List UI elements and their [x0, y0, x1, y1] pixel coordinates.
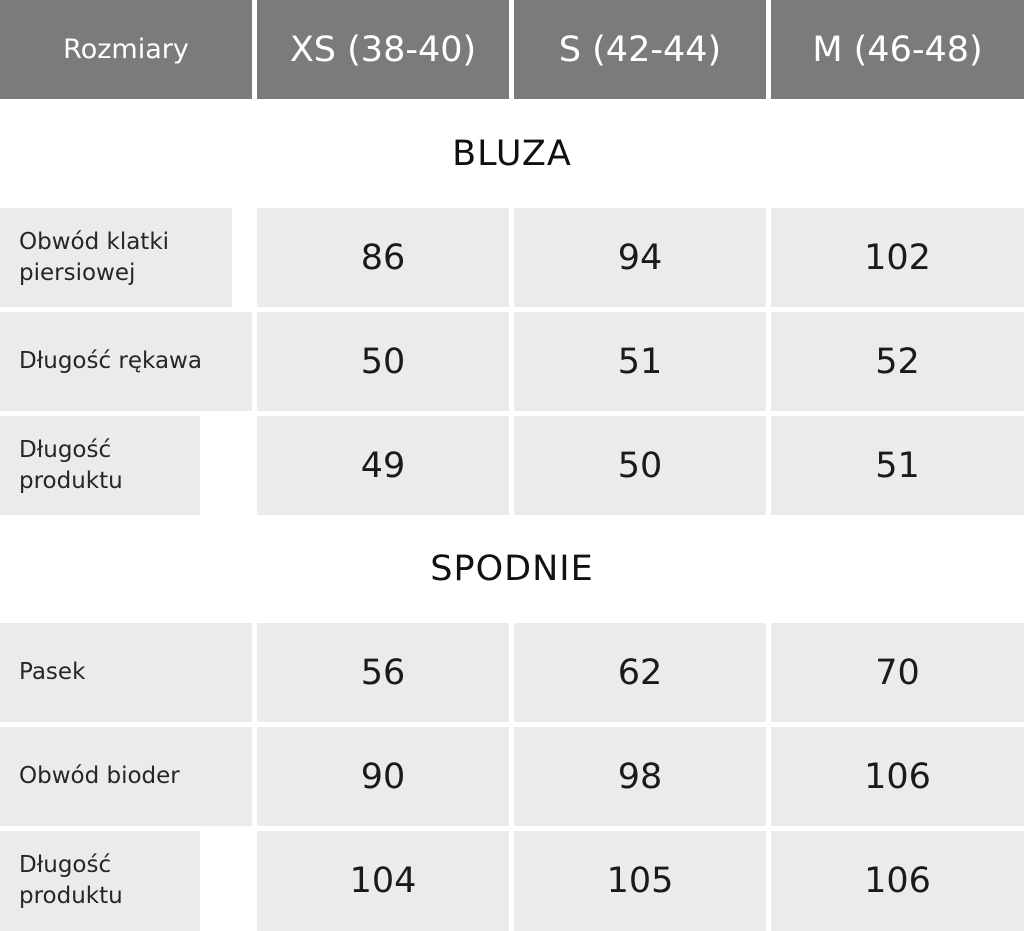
row-label: Obwód klatki piersiowej [0, 208, 232, 307]
header-size-s: S (42-44) [514, 0, 766, 99]
table-row [0, 727, 1024, 826]
table-row [0, 312, 1024, 411]
value-cell: 50 [257, 312, 509, 411]
value-cell: 49 [257, 416, 509, 515]
value-cell: 98 [514, 727, 766, 826]
section-title-bluza: BLUZA [452, 134, 572, 174]
header-label-cell: Rozmiary [0, 0, 252, 99]
value-cell: 86 [257, 208, 509, 307]
value-cell: 56 [257, 623, 509, 722]
value-cell: 52 [771, 312, 1024, 411]
value-cell: 90 [257, 727, 509, 826]
value-cell: 51 [514, 312, 766, 411]
row-label: Obwód bioder [0, 727, 252, 826]
row-label: Długość rękawa [0, 312, 252, 411]
section-title-spodnie: SPODNIE [430, 549, 594, 589]
table-row [0, 416, 1024, 515]
header-size-m: M (46-48) [771, 0, 1024, 99]
table-row [0, 208, 1024, 307]
value-cell: 102 [771, 208, 1024, 307]
value-cell: 105 [514, 831, 766, 931]
table-row [0, 831, 1024, 931]
value-cell: 51 [771, 416, 1024, 515]
row-label: Długość produktu [0, 831, 200, 931]
row-label: Pasek [0, 623, 252, 722]
value-cell: 94 [514, 208, 766, 307]
row-label: Długość produktu [0, 416, 200, 515]
value-cell: 106 [771, 831, 1024, 931]
value-cell: 104 [257, 831, 509, 931]
table-row [0, 623, 1024, 722]
header-size-xs: XS (38-40) [257, 0, 509, 99]
value-cell: 106 [771, 727, 1024, 826]
header-row [0, 0, 1024, 99]
value-cell: 62 [514, 623, 766, 722]
value-cell: 70 [771, 623, 1024, 722]
value-cell: 50 [514, 416, 766, 515]
